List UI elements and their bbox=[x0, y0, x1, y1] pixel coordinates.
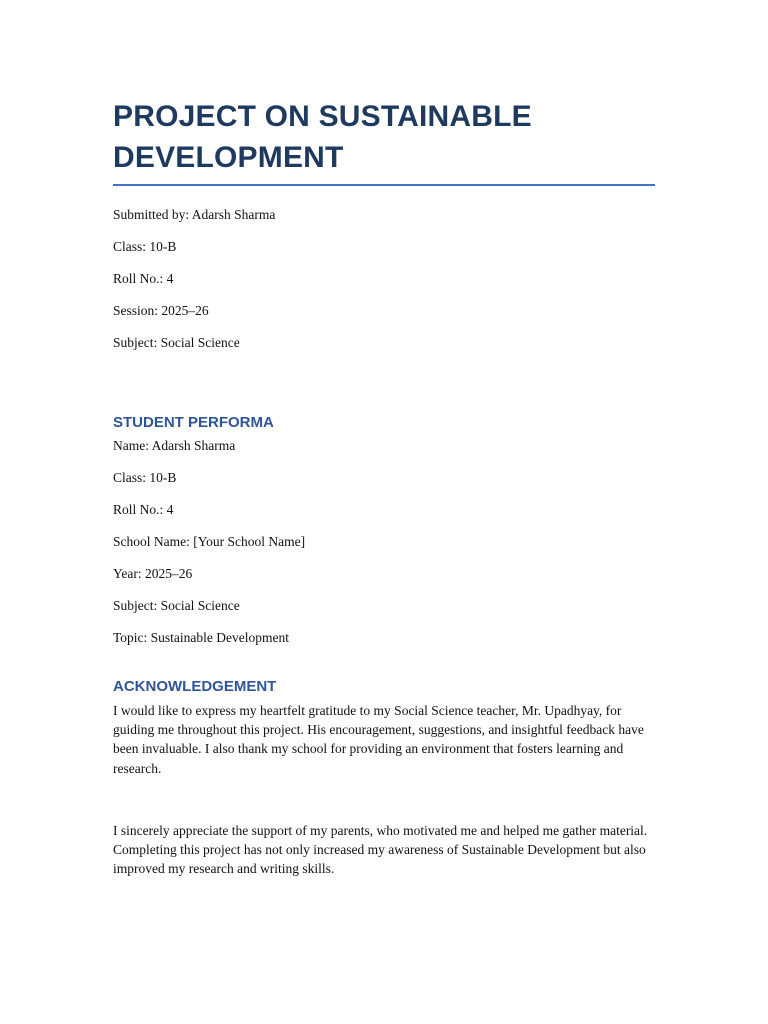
performa-year-line: Year: 2025–26 bbox=[113, 566, 193, 581]
acknowledgement-paragraph: I would like to express my heartfelt gratitude to my Social Science teacher, Mr. Upadhyay, for guiding me throughout this project. His encouragement, suggestions, and insightful feedback have been invaluable. I also thank my school for providing an environment that fosters learning and research. bbox=[113, 703, 644, 776]
acknowledgement-section bbox=[113, 677, 655, 878]
performa-school-line: School Name: [Your School Name] bbox=[113, 534, 306, 549]
subject-line: Subject: Social Science bbox=[113, 335, 240, 350]
performa-topic-line: Topic: Sustainable Development bbox=[113, 630, 290, 645]
performa-class-line: Class: 10-B bbox=[113, 470, 177, 485]
session-line: Session: 2025–26 bbox=[113, 303, 209, 318]
document-body bbox=[113, 96, 655, 878]
submitted-by-line: Submitted by: Adarsh Sharma bbox=[113, 207, 276, 222]
performa-roll-line: Roll No.: 4 bbox=[113, 502, 174, 517]
acknowledgement-heading: ACKNOWLEDGEMENT bbox=[113, 678, 277, 695]
performa-name-line: Name: Adarsh Sharma bbox=[113, 438, 236, 453]
title-underline-divider bbox=[113, 184, 655, 186]
cover-details bbox=[113, 206, 655, 352]
performa-subject-line: Subject: Social Science bbox=[113, 598, 240, 613]
class-line: Class: 10-B bbox=[113, 239, 177, 254]
student-performa-section bbox=[113, 413, 655, 647]
page-title: PROJECT ON SUSTAINABLE DEVELOPMENT bbox=[113, 100, 532, 174]
roll-number-line: Roll No.: 4 bbox=[113, 271, 174, 286]
acknowledgement-paragraph: I sincerely appreciate the support of my parents, who motivated me and helped me gather material. Completing this project has not only increased my awareness of Sustainable Development but also improved my research and writing skills. bbox=[113, 822, 648, 877]
student-performa-heading: STUDENT PERFORMA bbox=[113, 414, 274, 431]
